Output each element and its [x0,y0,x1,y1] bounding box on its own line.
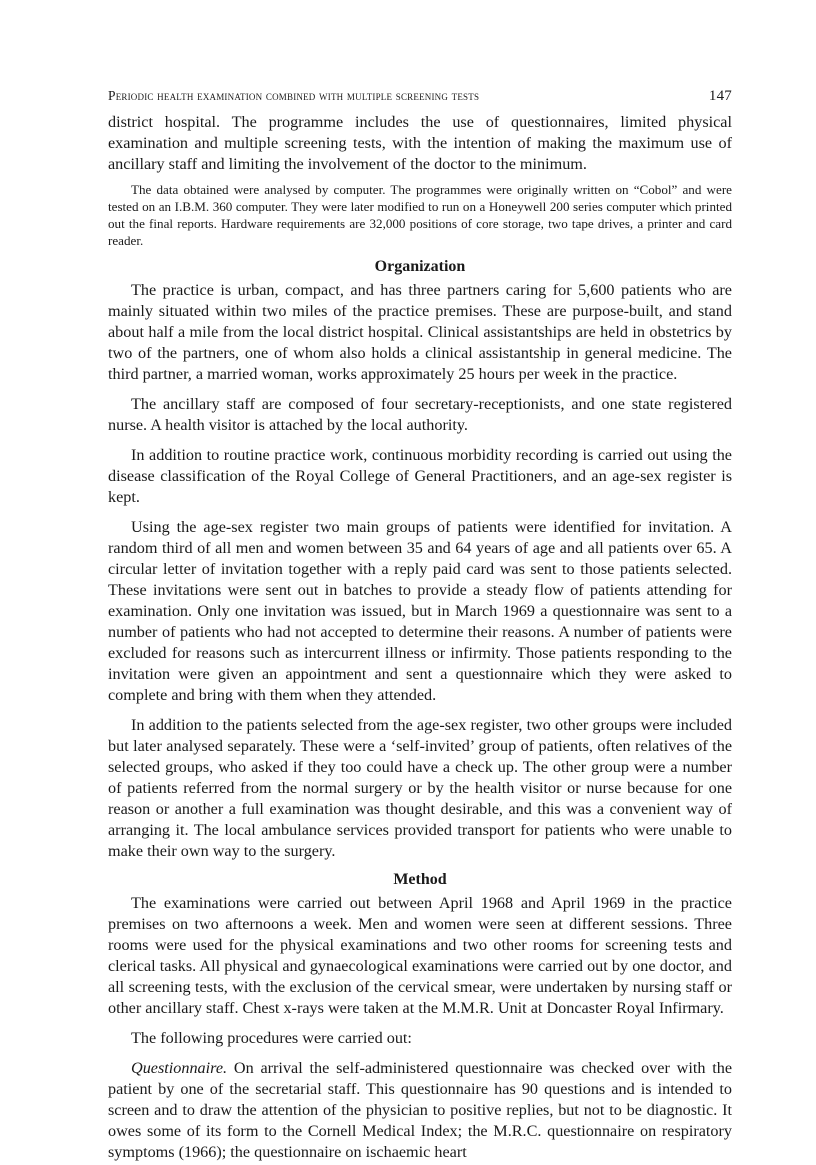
running-title: Periodic health examination combined with multiple screening tests [108,88,480,103]
organization-paragraph-1: The practice is urban, compact, and has three partners caring for 5,600 patients who are mainly situated within two miles of the practice premises. These are purpose-built, and stand about half a mile from the local district hospital. Clinical assistantships are held in obstetrics by two of the partners, one of whom also holds a clinical assistantship in general medicine. The third partner, a married woman, works approximately 25 hours per week in the practice. [108,281,732,383]
page-number: 147 [708,88,732,104]
method-heading: Method [393,871,447,888]
method-paragraph-1: The examinations were carried out between April 1968 and April 1969 in the practice premises on two afternoons a week. Men and women were seen at different sessions. Three rooms were used for the physical examinations and two other rooms for screening tests and clerical tasks. All physical and gynaecological examinations were carried out by one doctor, and all screening tests, with the exclusion of the cervical smear, were undertaken by nursing staff or other ancillary staff. Chest x-rays were taken at the M.M.R. Unit at Doncaster Royal Infirmary. [108,894,732,1017]
method-paragraph-2: The following procedures were carried out: [131,1029,412,1047]
computer-note: The data obtained were analysed by computer. The programmes were originally written on “Cobol” and were tested on an I.B.M. 360 computer. They were later modified to run on a Honeywell 200 series computer which printed out the final reports. Hardware requirements are 32,000 positions of core storage, two tape drives, a printer and card reader. [108,182,732,248]
questionnaire-paragraph [108,1058,732,1163]
organization-paragraph-3: In addition to routine practice work, continuous morbidity recording is carried out using the disease classification of the Royal College of General Practitioners, and an age-sex register is kept. [108,446,732,506]
questionnaire-text: On arrival the self-administered questionnaire was checked over with the patient by one of the secretarial staff. This questionnaire has 90 questions and is intended to screen and to draw the attention of the physician to positive replies, but not to be diagnostic. It owes some of its form to the Cornell Medical Index; the M.R.C. questionnaire on respiratory symptoms (1966); the questionnaire on ischaemic heart [108,1059,732,1161]
questionnaire-lead: Questionnaire. [131,1059,228,1077]
organization-heading: Organization [374,258,466,275]
intro-paragraph: district hospital. The programme includes the use of questionnaires, limited physical examination and multiple screening tests, with the intention of making the maximum use of ancillary staff and limiting the involvement of the doctor to the minimum. [108,113,732,173]
organization-paragraph-2: The ancillary staff are composed of four secretary-receptionists, and one state registered nurse. A health visitor is attached by the local authority. [108,395,732,434]
organization-paragraph-5: In addition to the patients selected from the age-sex register, two other groups were included but later analysed separately. These were a ‘self-invited’ group of patients, often relatives of the selected groups, who asked if they too could have a check up. The other group were a number of patients referred from the normal surgery or by the health visitor or nurse because for one reason or another a full examination was thought desirable, and this was a convenient way of arranging it. The local ambulance services provided transport for patients who were unable to make their own way to the surgery. [108,716,732,860]
journal-page [108,88,732,1163]
running-head [108,88,732,106]
organization-paragraph-4: Using the age-sex register two main groups of patients were identified for invitation. A random third of all men and women between 35 and 64 years of age and all patients over 65. A circular letter of invitation together with a reply paid card was sent to those patients selected. These invitations were sent out in batches to provide a steady flow of patients attending for examination. Only one invitation was issued, but in March 1969 a questionnaire was sent to a number of patients who had not accepted to determine their reasons. A number of patients were excluded for reasons such as intercurrent illness or infirmity. Those patients responding to the invitation were given an appointment and sent a questionnaire which they were asked to complete and bring with them when they attended. [108,518,732,704]
